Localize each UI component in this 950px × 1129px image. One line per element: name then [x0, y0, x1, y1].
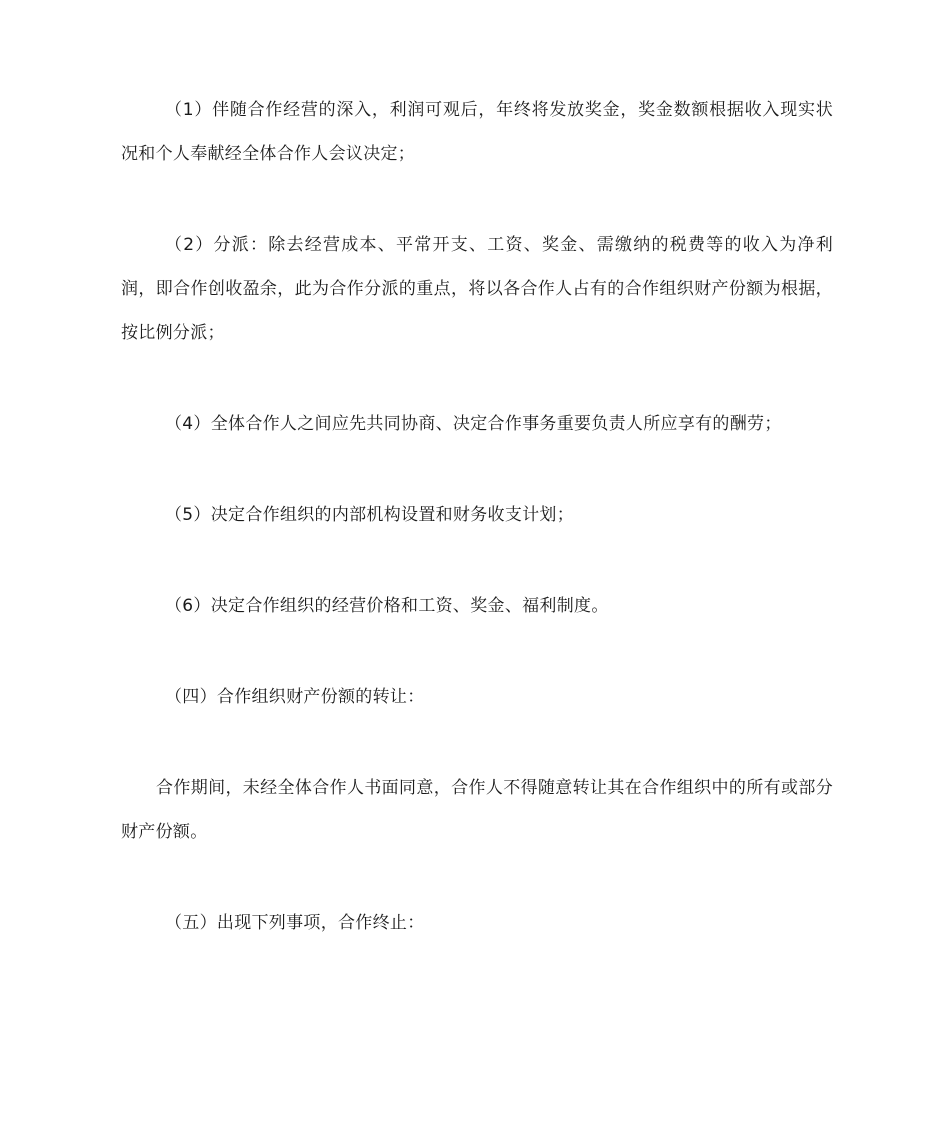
paragraph-gap [121, 446, 833, 493]
document-body [121, 88, 833, 945]
section-heading-transfer: （四）合作组织财产份额的转让： [165, 687, 425, 707]
paragraph-gap [121, 355, 833, 402]
paragraph-bonus: （1）伴随合作经营的深入，利润可观后，年终将发放奖金，奖金数额根据收入现实状况和个人奉献经全体合作人会议决定； [121, 100, 833, 164]
paragraph-transfer-rule: 合作期间，未经全体合作人书面同意，合作人不得随意转让其在合作组织中的所有或部分财产份额。 [121, 778, 833, 842]
paragraph-internal-structure: （5）决定合作组织的内部机构设置和财务收支计划； [165, 505, 575, 525]
paragraph-gap [121, 176, 833, 223]
paragraph-gap [121, 719, 833, 766]
paragraph-remuneration: （4）全体合作人之间应先共同协商、决定合作事务重要负责人所应享有的酬劳； [165, 414, 782, 434]
paragraph-distribution: （2）分派：除去经营成本、平常开支、工资、奖金、需缴纳的税费等的收入为净利润，即合作创收盈余，此为合作分派的重点，将以各合作人占有的合作组织财产份额为根据，按比例分派； [121, 235, 833, 343]
section-heading-termination: （五）出现下列事项，合作终止： [165, 913, 425, 933]
paragraph-gap [121, 628, 833, 675]
paragraph-pricing-wages: （6）决定合作组织的经营价格和工资、奖金、福利制度。 [165, 596, 609, 616]
paragraph-gap [121, 537, 833, 584]
paragraph-gap [121, 854, 833, 901]
